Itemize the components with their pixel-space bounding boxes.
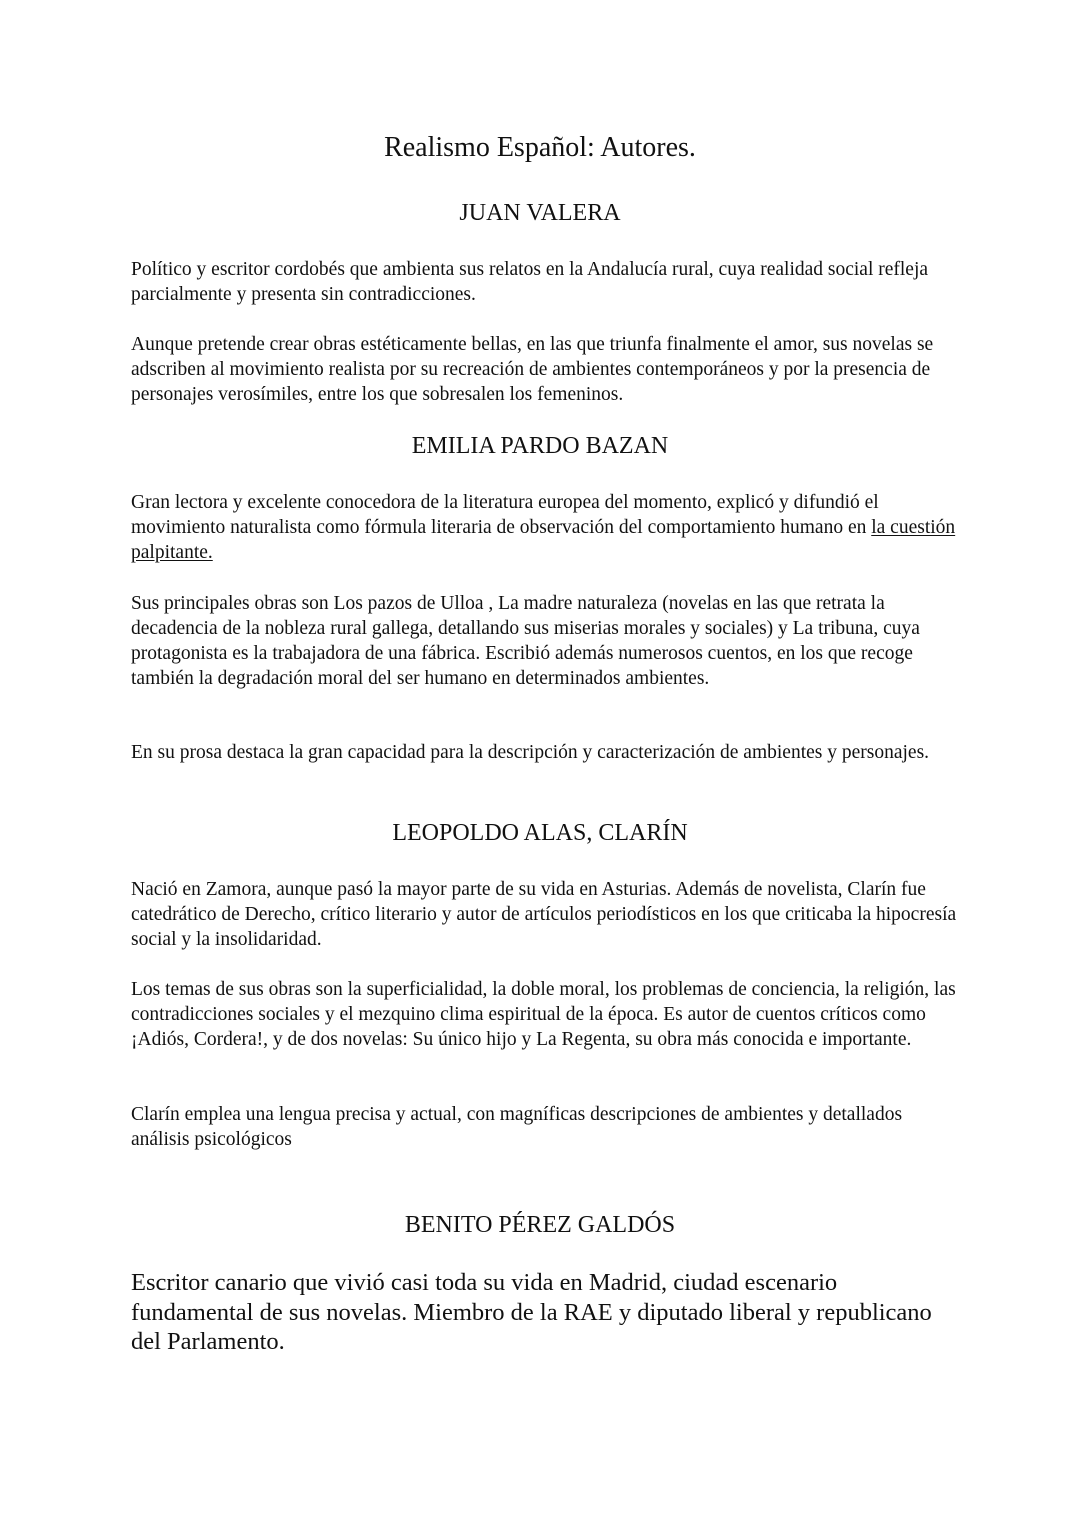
paragraph: Los temas de sus obras son la superficialidad, la doble moral, los problemas de conciencia, la religión, las contradicciones sociales y el mezquino clima espiritual de la época. Es autor de cuentos críticos como ¡Adiós, Cordera!, y de dos novelas: Su único hijo y La Regenta, su obra más conocida e importante. [131,979,956,1050]
paragraph-text: Gran lectora y excelente conocedora de la literatura europea del momento, explicó y difundió el movimiento naturalista como fórmula literaria de observación del comportamiento humano en [131,492,879,538]
paragraph [131,490,961,565]
paragraph: Nació en Zamora, aunque pasó la mayor parte de su vida en Asturias. Además de novelista, Clarín fue catedrático de Derecho, crítico literario y autor de artículos periodísticos en los que criticaba la hipocresía social y la insolidaridad. [131,879,957,950]
section-heading-emilia-pardo-bazan: EMILIA PARDO BAZAN [411,433,669,459]
section-heading-juan-valera: JUAN VALERA [459,200,621,226]
paragraph: Sus principales obras son Los pazos de Ulloa , La madre naturaleza (novelas en las que retrata la decadencia de la nobleza rural gallega, detallando sus miserias morales y sociales) y La tribuna, cuya protagonista es la trabajadora de una fábrica. Escribió además numerosos cuentos, en los que recoge también la degradación moral del ser humano en determinados ambientes. [131,593,920,689]
paragraph: Político y escritor cordobés que ambienta sus relatos en la Andalucía rural, cuya realidad social refleja parcialmente y presenta sin contradicciones. [131,259,929,305]
paragraph: En su prosa destaca la gran capacidad para la descripción y caracterización de ambientes y personajes. [131,742,930,763]
section-heading-leopoldo-alas-clarin: LEOPOLDO ALAS, CLARÍN [392,820,688,846]
paragraph: Clarín emplea una lengua precisa y actual, con magníficas descripciones de ambientes y detallados análisis psicológicos [131,1104,903,1150]
paragraph: Escritor canario que vivió casi toda su vida en Madrid, ciudad escenario fundamental de sus novelas. Miembro de la RAE y diputado liberal y republicano del Parlamento. [131,1269,932,1355]
page-title: Realismo Español: Autores. [384,132,696,163]
underlined-work-title: la cuestión palpitante. [131,517,956,563]
section-heading-benito-perez-galdos: BENITO PÉREZ GALDÓS [404,1212,676,1238]
paragraph: Aunque pretende crear obras estéticamente bellas, en las que triunfa finalmente el amor, sus novelas se adscriben al movimiento realista por su recreación de ambientes contemporáneos y por la presencia de personajes verosímiles, entre los que sobresalen los femeninos. [131,334,934,405]
